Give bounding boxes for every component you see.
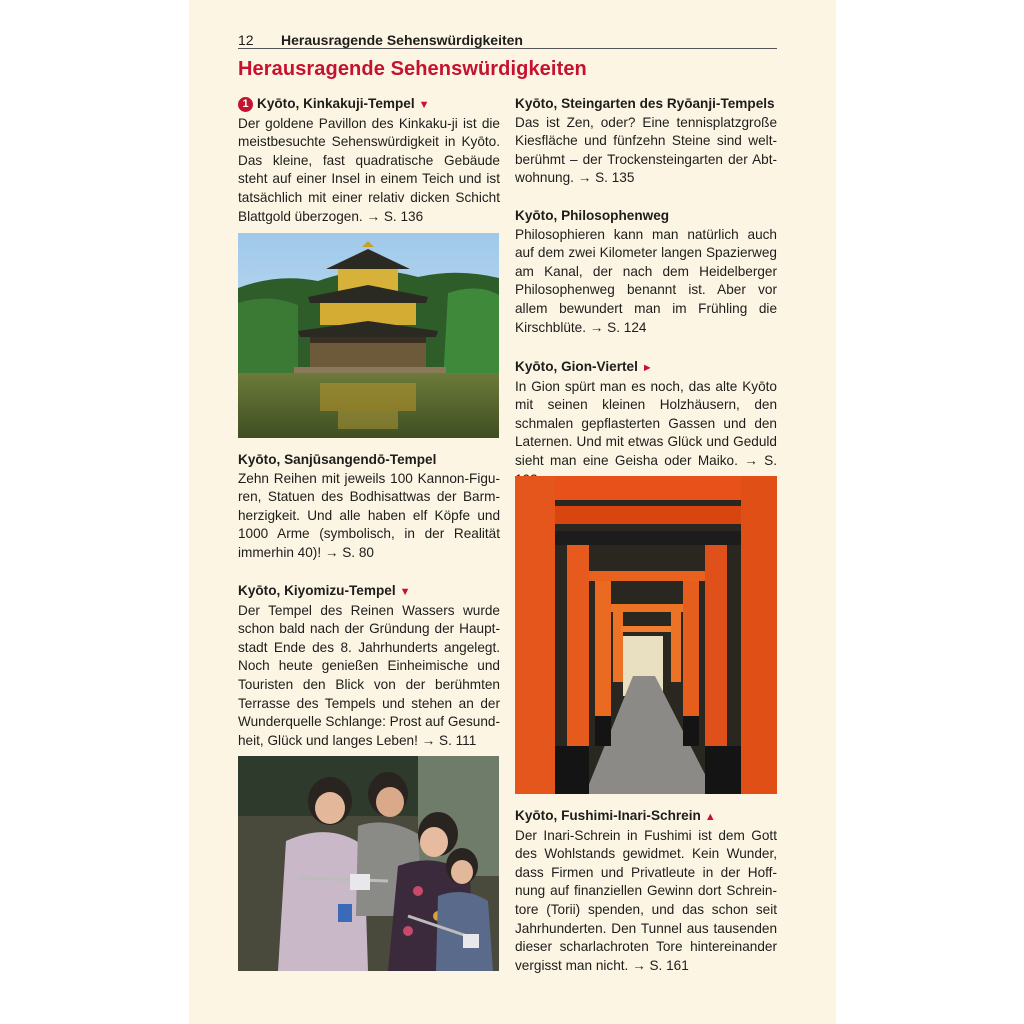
entry-text: Zehn Reihen mit jeweils 100 Kannon-Figuren, Statuen des Bodhisattwas der Barmherzigkeit. Und alle haben elf Köpfe und 1000 Arme (symbolisch, in der Realität immerhin 40)! → S. 80 [238,470,500,560]
entry-kinkakuji [238,95,500,226]
entry-text: Der goldene Pavillon des Kinkaku-ji ist die meistbesuchte Sehenswürdigkeit in Kyōto. Das kleine, fast quadratische Gebäude steht auf einer Insel in einem Teich und ist tatsächlich mit einer relativ dicken Schicht Blattgold überzogen. → S. 136 [238,115,500,224]
entry-title: Kyōto, Fushimi-Inari-Schrein [515,808,701,823]
running-title: Herausragende Sehenswürdigkeiten [281,32,523,48]
running-header [238,32,777,49]
triangle-down-icon: ▼ [399,586,411,598]
page-number: 12 [238,32,254,48]
triangle-down-icon: ▼ [418,99,430,111]
entry-title: Kyōto, Steingarten des Ryōanji-Tempels [515,96,775,111]
entry-title: Kyōto, Kiyomizu-Tempel [238,583,396,598]
number-badge: 1 [238,97,253,112]
entry-title: Kyōto, Gion-Viertel [515,359,638,374]
entry-heading [515,807,777,827]
entry-ryoanji [515,95,777,188]
entry-heading [238,582,500,602]
entry-fushimi [515,807,777,975]
fushimi-inari-photo [515,476,777,794]
entry-sanjusangendo [238,451,500,563]
entry-heading [238,95,500,115]
entry-heading [515,358,777,378]
entry-title: Kyōto, Sanjūsangendō-Tempel [238,452,437,467]
kiyomizu-photo [238,756,499,971]
entry-title: Kyōto, Kinkakuji-Tempel [257,96,415,111]
entry-text: Das ist Zen, oder? Eine tennisplatzgroße Kiesfläche und fünfzehn Steine sind weltberühmt – der Trockensteingarten der Abtwohnung. → S. 135 [515,114,777,186]
triangle-up-icon: ▲ [704,811,716,823]
entry-gion [515,358,777,489]
entry-text: Der Tempel des Reinen Wassers wurde schon bald nach der Gründung der Hauptstadt Ende des 8. Jahrhunderts angelegt. Noch heute genießen Einheimische und Touristen den Blick von der berühmten Terrasse des Tempels und stehen an der Wunderquelle Schlange: Prost auf Gesundheit, Glück und langes Leben! → S. 111 [238,602,500,748]
kinkakuji-photo [238,233,499,438]
triangle-right-icon: ► [641,362,653,374]
page-title: Herausragende Sehenswürdigkeiten [238,58,587,80]
entry-text: In Gion spürt man es noch, das alte Kyōto mit seinen kleinen Holzhäusern, den schmalen gepflasterten Gassen und den Laternen. Und mit etwas Glück und Geduld sieht man eine Geisha oder Maiko. → S. [515,378,777,468]
entry-philosophenweg [515,207,777,337]
entry-text: Der Inari-Schrein in Fushimi ist dem Gott des Wohlstands gewidmet. Kein Wunder, dass Firmen und Privatleute in der Hoffnung auf finanziellen Gewinn dort Schreintore (Torii) spenden, und das schon seit Jahrhunderten. Den Tunnel aus tausenden dieser scharlachroten Tore hintereinander vergisst man nicht. → S. 161 [515,827,777,973]
entry-title: Kyōto, Philosophenweg [515,208,670,223]
entry-kiyomizu [238,582,500,750]
entry-text: Philosophieren kann man natürlich auch auf dem zwei Kilometer langen Spazierweg am Kanal, der nach dem Heidelberger Philosophenweg benannt ist. Aber vor allem bewundert man im Frühling die Kirschblüte. → S. 124 [515,226,777,335]
